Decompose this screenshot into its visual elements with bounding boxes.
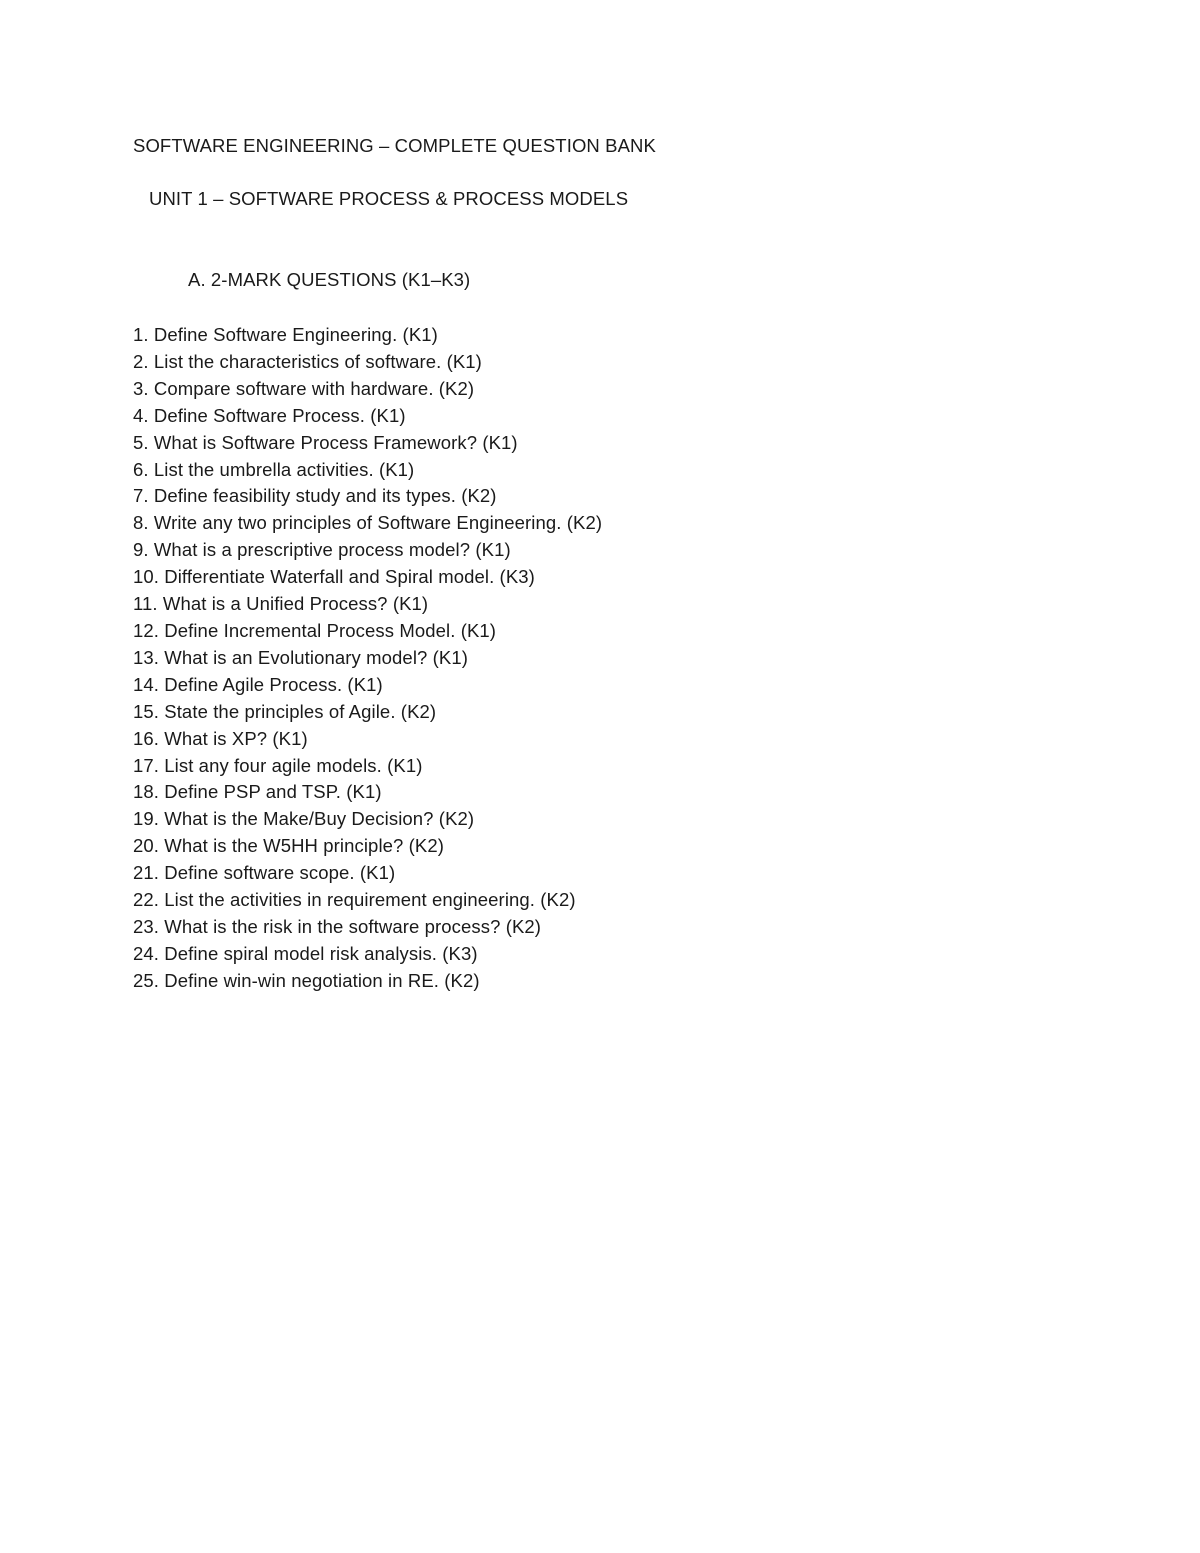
question-item: 22. List the activities in requirement engineering. (K2)	[133, 889, 576, 911]
question-item: 25. Define win-win negotiation in RE. (K2)	[133, 969, 480, 991]
question-item: 24. Define spiral model risk analysis. (K3)	[133, 942, 478, 964]
question-list	[133, 322, 602, 995]
question-item: 17. List any four agile models. (K1)	[133, 754, 423, 776]
question-item: 11. What is a Unified Process? (K1)	[133, 593, 429, 615]
unit-heading: UNIT 1 – SOFTWARE PROCESS & PROCESS MODELS	[149, 188, 629, 209]
question-item: 12. Define Incremental Process Model. (K1)	[133, 619, 497, 641]
question-item: 7. Define feasibility study and its types. (K2)	[133, 485, 497, 507]
question-item: 23. What is the risk in the software process? (K2)	[133, 915, 542, 937]
question-item: 18. Define PSP and TSP. (K1)	[133, 781, 382, 803]
document-title: SOFTWARE ENGINEERING – COMPLETE QUESTION BANK	[133, 135, 656, 156]
question-item: 19. What is the Make/Buy Decision? (K2)	[133, 808, 475, 830]
question-item: 21. Define software scope. (K1)	[133, 862, 396, 884]
section-heading: A. 2-MARK QUESTIONS (K1–K3)	[188, 269, 471, 290]
question-item: 6. List the umbrella activities. (K1)	[133, 458, 415, 480]
question-item: 1. Define Software Engineering. (K1)	[133, 324, 438, 345]
question-item: 4. Define Software Process. (K1)	[133, 404, 406, 426]
question-item: 3. Compare software with hardware. (K2)	[133, 377, 475, 399]
question-item: 14. Define Agile Process. (K1)	[133, 673, 383, 695]
question-item: 9. What is a prescriptive process model? (K1)	[133, 539, 511, 561]
question-item: 8. Write any two principles of Software Engineering. (K2)	[133, 512, 603, 534]
question-item: 16. What is XP? (K1)	[133, 727, 308, 749]
question-item: 5. What is Software Process Framework? (K1)	[133, 431, 518, 453]
question-item: 13. What is an Evolutionary model? (K1)	[133, 646, 469, 668]
question-item: 20. What is the W5HH principle? (K2)	[133, 835, 445, 857]
question-item: 2. List the characteristics of software. (K1)	[133, 350, 482, 372]
question-item: 15. State the principles of Agile. (K2)	[133, 700, 437, 722]
question-item: 10. Differentiate Waterfall and Spiral model. (K3)	[133, 566, 535, 588]
